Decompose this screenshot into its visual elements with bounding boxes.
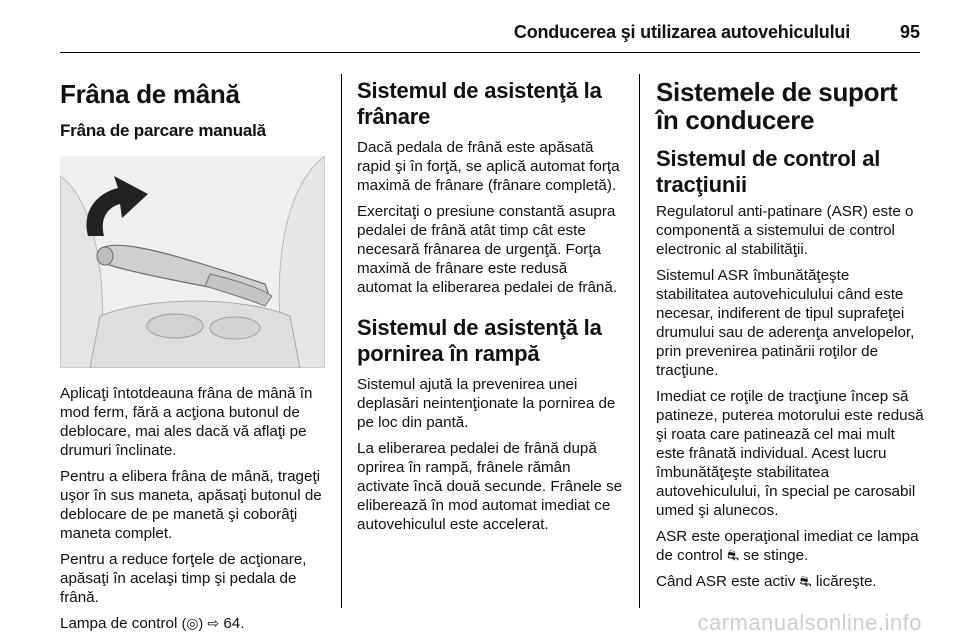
control-lamp-text: Lampa de control: [60, 615, 178, 632]
handbrake-illustration: [60, 156, 325, 368]
subheading-traction-control: Sistemul de control al tracţiunii: [656, 146, 881, 197]
column-left: [60, 74, 325, 640]
handbrake-drawing: [60, 156, 325, 368]
column-right: [656, 74, 924, 598]
paragraph: Exercitaţi o presiune constantă asupra pedalei de frână atât timp cât este necesară frânarea de urgenţă. Forţa maximă de frânare este redusă automat la eliberarea pedalei de frână.: [357, 203, 618, 296]
column-divider-2: [639, 74, 640, 608]
paragraph-control-lamp: [60, 614, 325, 633]
page-header: [0, 0, 960, 50]
control-lamp-page-ref[interactable]: 64.: [223, 615, 245, 632]
paragraph: Dacă pedala de frână este apăsată rapid şi în forţă, se aplică automat forţa maximă de frânare (frânare completă).: [357, 139, 620, 194]
section-heading-handbrake: Frâna de mână: [60, 79, 240, 109]
asr-on-suffix: se stinge.: [743, 547, 809, 564]
page-header-title: Conducerea şi utilizarea autovehiculului: [513, 22, 850, 42]
page-number: 95: [899, 22, 920, 42]
asr-active-text: Când ASR este activ: [656, 573, 796, 590]
asr-on-text: ASR este operaţional imediat ce lampa de control: [656, 528, 919, 564]
traction-control-icon: ⛐: [726, 547, 740, 563]
header-rule: [60, 52, 920, 53]
paragraph-asr-active: [656, 572, 924, 591]
section-heading-hill-start-assist: Sistemul de asistenţă la pornirea în rampă: [357, 315, 602, 366]
subheading-manual-parking-brake: Frâna de parcare manuală: [60, 121, 266, 140]
column-divider-1: [341, 74, 342, 608]
asr-active-suffix: licăreşte.: [815, 573, 877, 590]
paragraph: Pentru a reduce forţele de acţionare, apăsaţi în acelaşi timp şi pedala de frână.: [60, 551, 307, 606]
paragraph: Regulatorul anti-patinare (ASR) este o componentă a sistemului de control electronic al stabilităţii.: [656, 203, 914, 258]
watermark: carmanualsonline.info: [697, 610, 922, 635]
paragraph: Imediat ce roţile de tracţiune încep să patineze, puterea motorului este redusă şi roata care patinează cel mai mult este frânată individual. Acest lucru îmbunătăţeşte stabilitatea autovehiculului, în special pe carosabil umed şi alunecos.: [656, 388, 924, 519]
column-middle: [357, 74, 625, 541]
paragraph: La eliberarea pedalei de frână după oprirea în rampă, frânele rămân activate încă două secunde. Frânele se eliberează în mod automat imediat ce autovehiculul este accelerat.: [357, 440, 623, 533]
paragraph: Sistemul ASR îmbunătăţeşte stabilitatea autovehiculului când este necesar, indiferent de tipul suprafeţei drumului sau de aderenţa anvelopelor, prin prevenirea patinării roţilor de tracţiune.: [656, 267, 915, 379]
brake-warning-icon: (◎): [181, 615, 204, 631]
cross-reference-icon[interactable]: ⇨: [207, 615, 220, 631]
traction-control-icon: ⛐: [799, 573, 812, 589]
paragraph-asr-operational: [656, 527, 924, 565]
section-heading-driving-support: Sistemele de suport în conducere: [656, 77, 898, 135]
paragraph: Pentru a elibera frâna de mână, trageţi uşor în sus maneta, apăsaţi butonul de deblocare de pe manetă şi coborâţi maneta complet.: [60, 468, 322, 542]
paragraph: Sistemul ajută la prevenirea unei deplasări neintenţionate la pornirea de pe loc din pantă.: [357, 376, 616, 431]
section-heading-brake-assist: Sistemul de asistenţă la frânare: [357, 78, 602, 129]
paragraph: Aplicaţi întotdeauna frâna de mână în mod ferm, fără a acţiona butonul de deblocare, mai ales dacă vă aflaţi pe drumuri înclinate.: [60, 385, 313, 459]
